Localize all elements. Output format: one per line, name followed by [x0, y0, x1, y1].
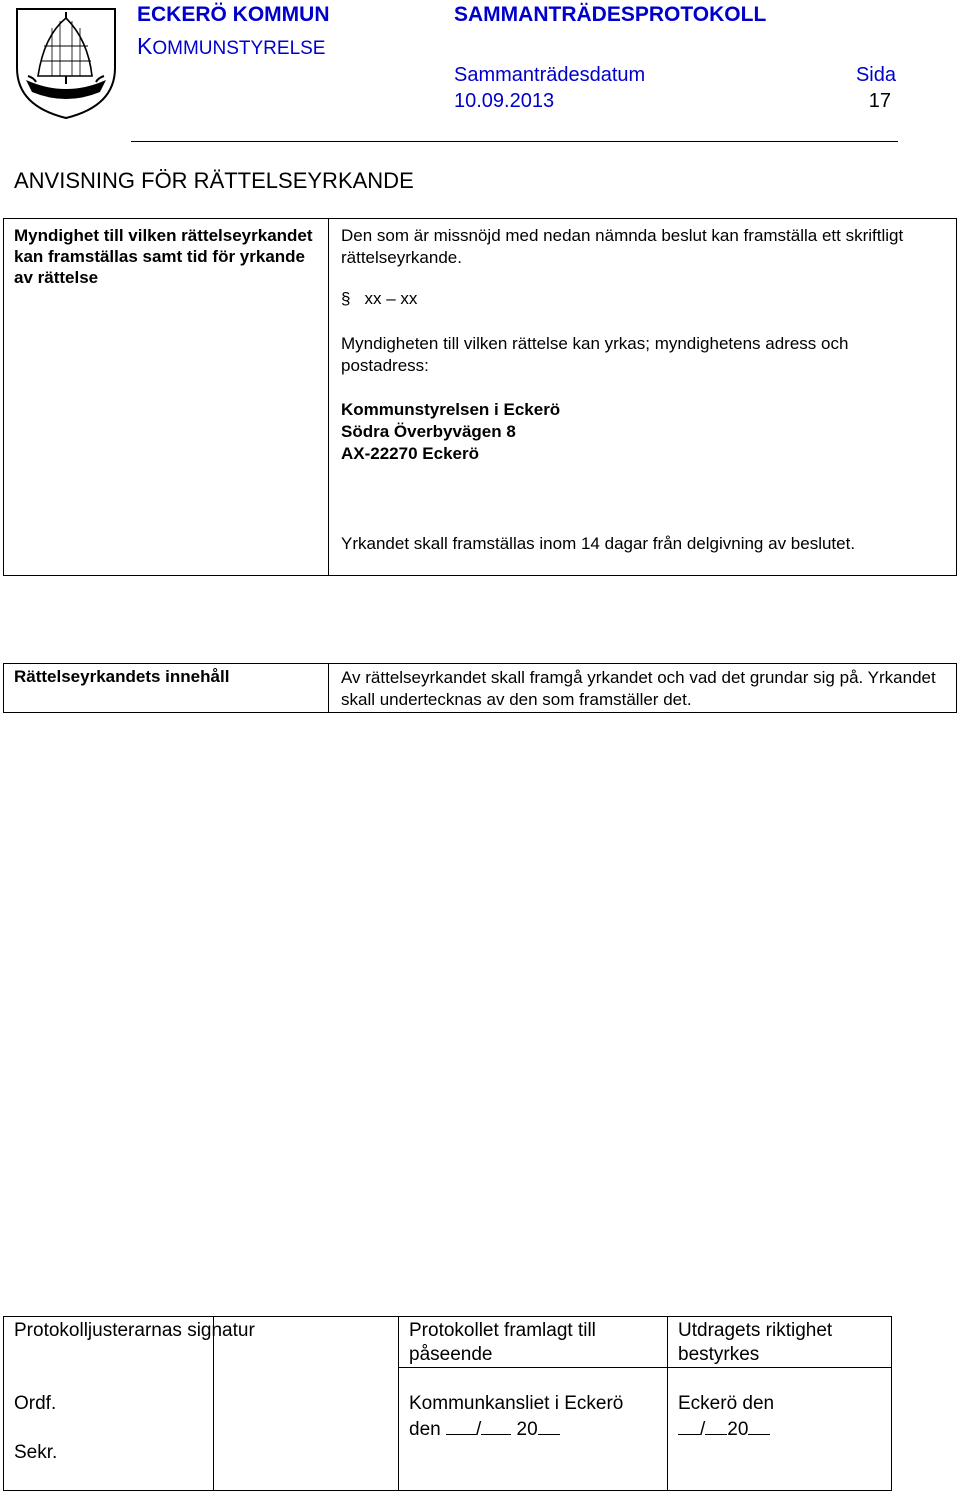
org-unit-rest: OMMUNSTYRELSE	[152, 38, 326, 59]
year-blank	[538, 1416, 560, 1435]
org-unit	[137, 33, 325, 60]
row-divider	[398, 1367, 892, 1368]
authority-paragraph: Myndigheten till vilken rättelse kan yrkas; myndighetens adress och postadress:	[341, 334, 849, 375]
intro-paragraph: Den som är missnöjd med nedan nämnda beslut kan framställa ett skriftligt rättelseyrkande.	[341, 226, 904, 267]
posted-date-line	[409, 1416, 560, 1442]
paragraph-reference	[341, 289, 417, 309]
column-divider	[328, 663, 329, 713]
signature-header-certified: Utdragets riktighet bestyrkes	[678, 1320, 833, 1365]
posted-location: Kommunkansliet i Eckerö	[409, 1393, 624, 1414]
date-slash: /	[700, 1419, 706, 1440]
column-divider	[667, 1316, 668, 1491]
year-prefix: 20	[727, 1419, 749, 1440]
chair-label: Ordf.	[14, 1393, 57, 1414]
certified-location: Eckerö den	[678, 1393, 775, 1414]
posted-date-den: den	[409, 1419, 441, 1440]
address-line-2: Södra Överbyvägen 8	[341, 422, 516, 441]
meeting-date-label: Sammanträdesdatum	[454, 64, 646, 86]
meeting-date-value: 10.09.2013	[454, 90, 555, 112]
paragraph-symbol: §	[341, 289, 351, 308]
request-content-text: Av rättelseyrkandet skall framgå yrkandet och vad det grundar sig på. Yrkandet skall undertecknas av den som framställer det.	[341, 668, 936, 709]
column-divider	[328, 218, 329, 576]
page-title: ANVISNING FÖR RÄTTELSEYRKANDE	[14, 168, 414, 193]
page-number: 17	[868, 90, 891, 112]
deadline-paragraph: Yrkandet skall framställas inom 14 dagar från delgivning av beslutet.	[341, 534, 856, 553]
page-label: Sida	[855, 64, 896, 86]
signature-header-posted: Protokollet framlagt till påseende	[409, 1320, 596, 1365]
org-name: ECKERÖ KOMMUN	[137, 3, 330, 26]
request-content-label: Rättelseyrkandets innehåll	[14, 667, 230, 686]
signature-header-adjusters: Protokolljusterarnas signatur	[14, 1320, 255, 1341]
day-blank	[678, 1416, 700, 1435]
address-line-3: AX-22270 Eckerö	[341, 444, 479, 463]
year-prefix: 20	[516, 1419, 538, 1440]
header-divider	[131, 141, 898, 142]
column-divider	[398, 1316, 399, 1491]
date-slash: /	[475, 1419, 482, 1440]
ship-coat-of-arms-icon	[14, 6, 118, 120]
year-blank	[748, 1416, 770, 1435]
authority-label: Myndighet till vilken rättelseyrkandet kan framställas samt tid för yrkande av rättelse	[14, 226, 313, 287]
document-type: SAMMANTRÄDESPROTOKOLL	[454, 3, 767, 26]
certified-date-line	[678, 1416, 770, 1442]
month-blank	[705, 1416, 727, 1435]
secretary-label: Sekr.	[14, 1442, 58, 1463]
paragraph-range: xx – xx	[364, 289, 418, 308]
address-line-1: Kommunstyrelsen i Eckerö	[341, 400, 561, 419]
authority-address	[341, 399, 560, 465]
day-blank	[446, 1416, 476, 1435]
org-unit-initial: K	[137, 33, 153, 59]
month-blank	[481, 1416, 511, 1435]
